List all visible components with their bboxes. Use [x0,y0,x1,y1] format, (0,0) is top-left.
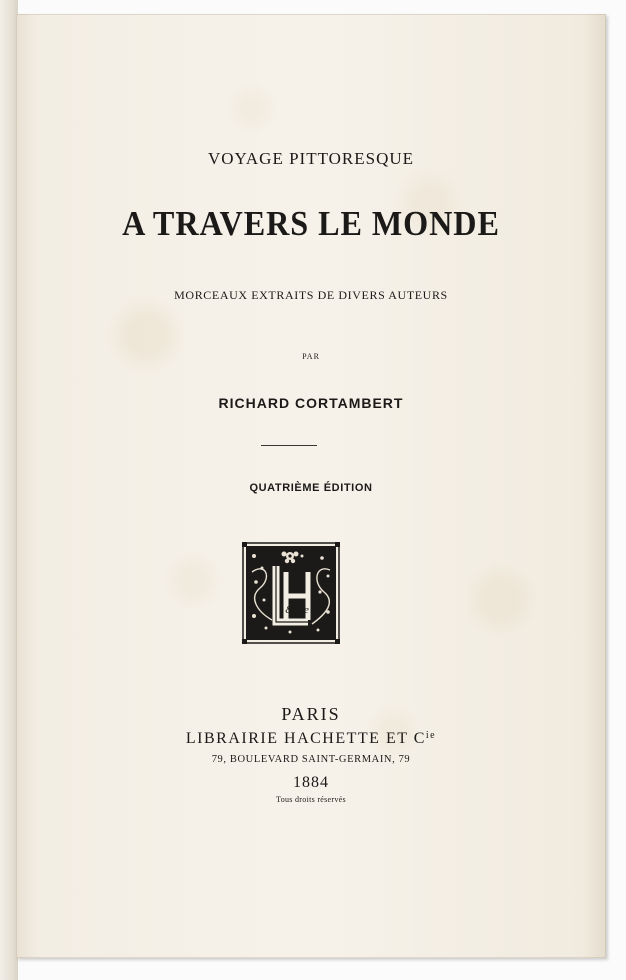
imprint-city: PARIS [281,704,341,724]
divider-rule [261,445,317,446]
imprint-address: 79, BOULEVARD SAINT-GERMAIN, 79 [211,754,411,765]
imprint-publisher [16,730,606,748]
svg-text:&Cie: &Cie [285,604,309,616]
by-label: PAR [302,352,320,361]
publisher-superscript: ie [425,730,437,741]
hachette-monogram-icon [242,542,340,644]
publisher-name: LIBRAIRIE HACHETTE ET C [185,730,426,747]
author-name: RICHARD CORTAMBERT [218,395,404,411]
imprint-year: 1884 [293,774,329,791]
rights-notice: Tous droits réservés [276,795,346,804]
description: MORCEAUX EXTRAITS DE DIVERS AUTEURS [174,288,448,302]
title-page [16,14,606,958]
book-title: A TRAVERS LE MONDE [122,204,500,243]
edition-label: QUATRIÈME ÉDITION [249,482,373,494]
subtitle: VOYAGE PITTORESQUE [207,149,415,168]
